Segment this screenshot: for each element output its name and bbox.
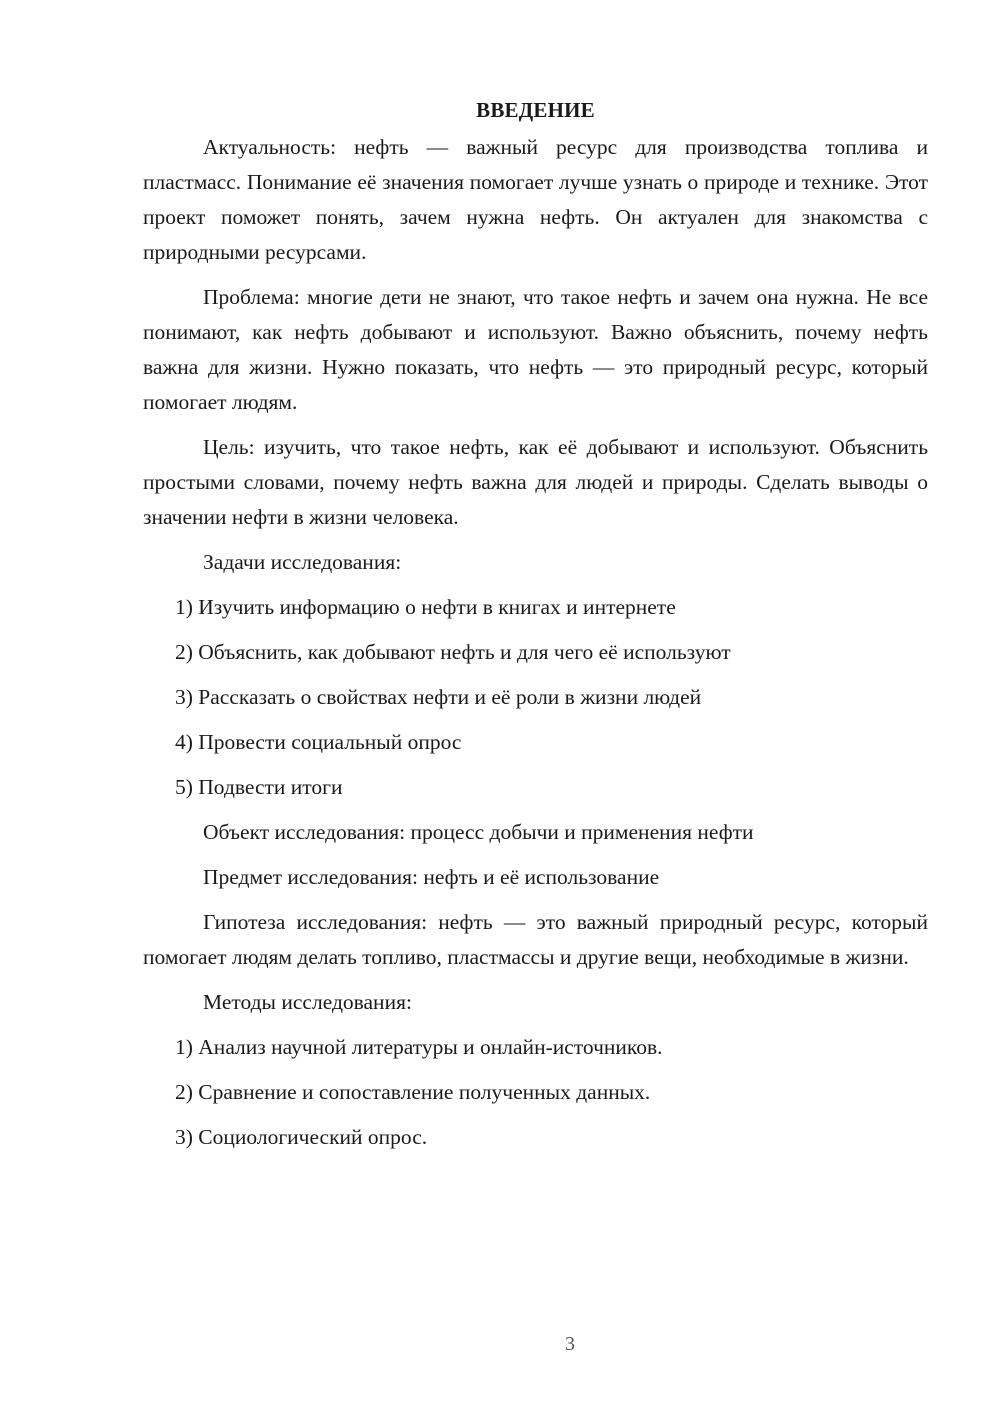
- tasks-heading: Задачи исследования:: [203, 550, 402, 574]
- method-item: 2) Сравнение и сопоставление полученных данных.: [175, 1080, 651, 1104]
- method-item: 1) Анализ научной литературы и онлайн-источников.: [175, 1035, 663, 1059]
- research-subject: Предмет исследования: нефть и её использование: [203, 865, 660, 889]
- task-item: 2) Объяснить, как добывают нефть и для чего её используют: [175, 640, 731, 664]
- task-item: 3) Рассказать о свойствах нефти и её роли в жизни людей: [175, 685, 702, 709]
- problem-paragraph: Проблема: многие дети не знают, что такое нефть и зачем она нужна. Не все понимают, как нефть добывают и используют. Важно объяснить, почему нефть важна для жизни. Нужно показать, что нефть — это природный ресурс, который помогает людям.: [143, 285, 928, 414]
- methods-list: [143, 1030, 928, 1155]
- hypothesis-paragraph: Гипотеза исследования: нефть — это важный природный ресурс, который помогает людям делать топливо, пластмассы и другие вещи, необходимые в жизни.: [143, 910, 928, 969]
- section-title: ВВЕДЕНИЕ: [476, 98, 595, 122]
- research-object: Объект исследования: процесс добычи и применения нефти: [203, 820, 754, 844]
- tasks-list: [143, 590, 928, 805]
- page-number: [70, 1333, 1000, 1356]
- method-item: 3) Социологический опрос.: [175, 1125, 428, 1149]
- relevance-paragraph: Актуальность: нефть — важный ресурс для производства топлива и пластмасс. Понимание её значения помогает лучше узнать о природе и технике. Этот проект поможет понять, зачем нужна нефть. Он актуален для знакомства с природными ресурсами.: [143, 135, 928, 264]
- task-item: 5) Подвести итоги: [175, 775, 343, 799]
- task-item: 1) Изучить информацию о нефти в книгах и интернете: [175, 595, 676, 619]
- page-number-label: 3: [565, 1333, 575, 1355]
- task-item: 4) Провести социальный опрос: [175, 730, 462, 754]
- methods-heading: Методы исследования:: [203, 990, 412, 1014]
- goal-paragraph: Цель: изучить, что такое нефть, как её добывают и используют. Объяснить простыми словами, почему нефть важна для людей и природы. Сделать выводы о значении нефти в жизни человека.: [143, 435, 928, 529]
- document-page: [143, 92, 928, 1165]
